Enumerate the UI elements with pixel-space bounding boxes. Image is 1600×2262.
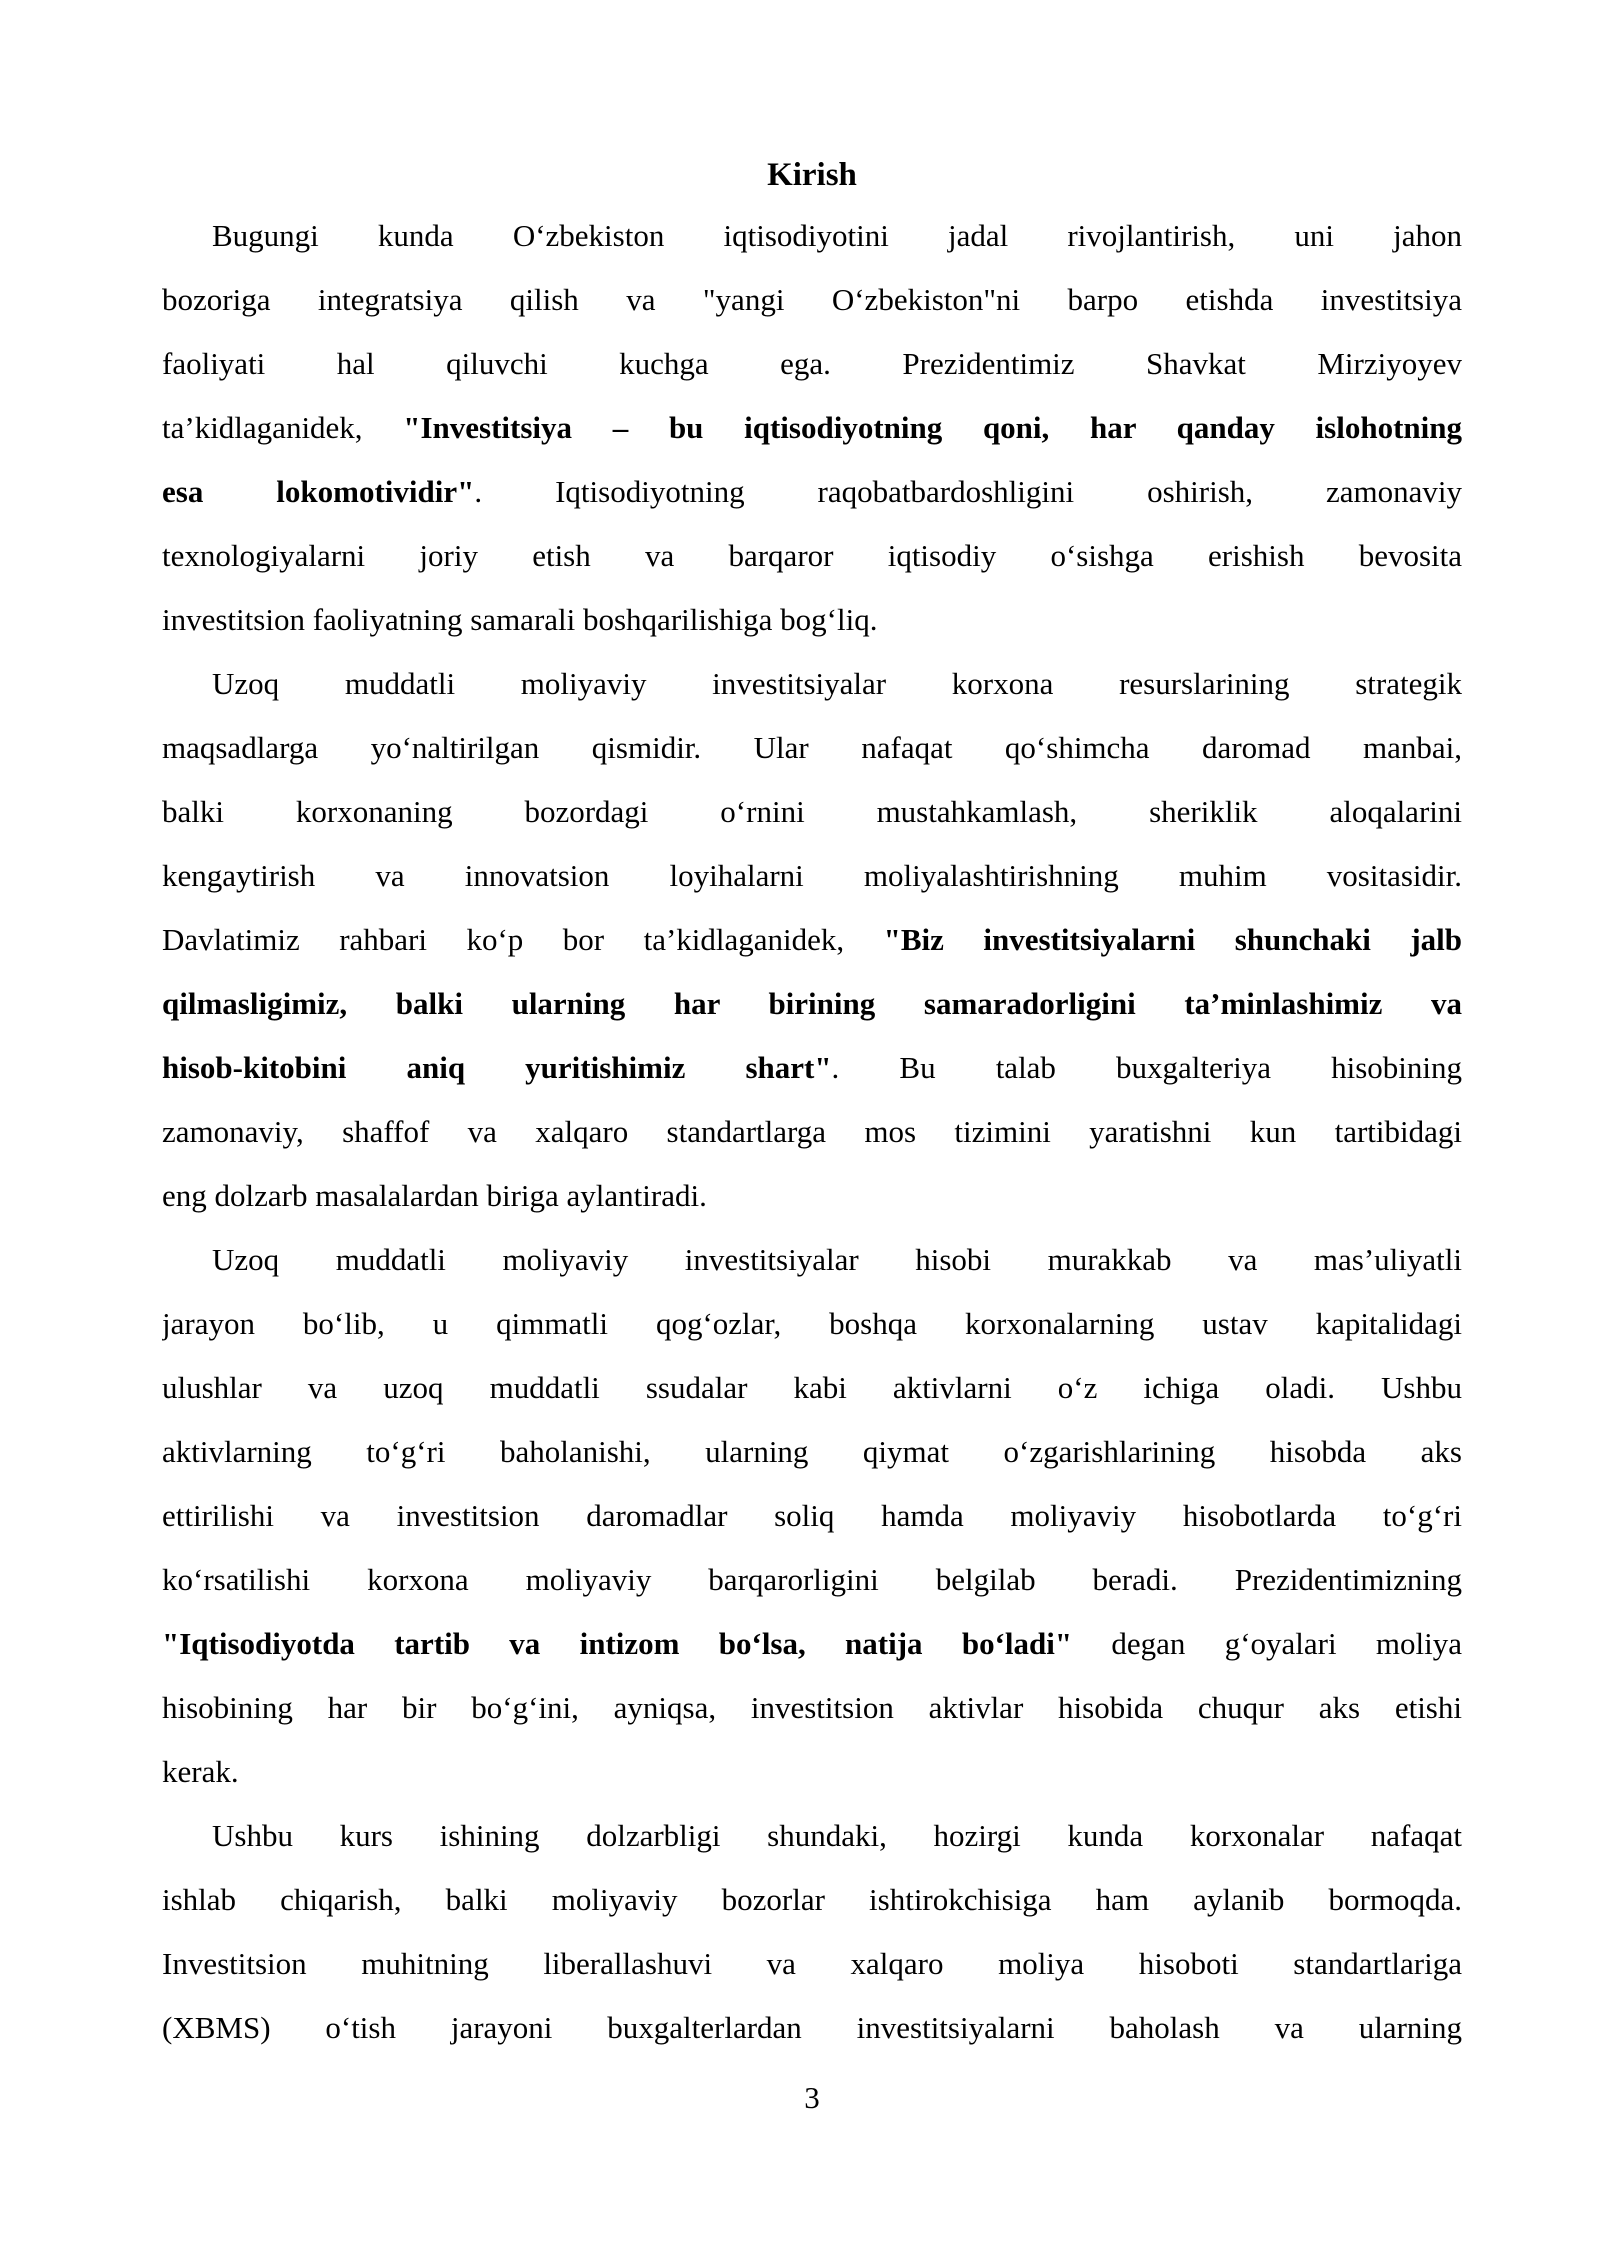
text-line	[162, 652, 1462, 716]
text-segment: degan gʻoyalari moliya	[1072, 1626, 1462, 1661]
text-segment: . Bu talab buxgalteriya hisobining	[831, 1050, 1462, 1085]
text-segment: Bugungi kunda Oʻzbekiston iqtisodiyotini jadal rivojlantirish, uni jahon	[212, 218, 1462, 253]
text-line	[162, 524, 1462, 588]
text-line	[162, 1740, 1462, 1804]
text-line	[162, 780, 1462, 844]
text-segment: faoliyati hal qiluvchi kuchga ega. Prezidentimiz Shavkat Mirziyoyev	[162, 346, 1462, 381]
text-line	[162, 1036, 1462, 1100]
text-segment: Ushbu kurs ishining dolzarbligi shundaki, hozirgi kunda korxonalar nafaqat	[212, 1818, 1462, 1853]
text-line	[162, 332, 1462, 396]
bold-text-segment: esa lokomotividir"	[162, 474, 475, 509]
text-segment: aktivlarning toʻgʻri baholanishi, ularning qiymat oʻzgarishlarining hisobda aks	[162, 1434, 1462, 1469]
text-segment: kerak.	[162, 1754, 239, 1789]
text-line	[162, 1996, 1462, 2060]
page-content	[162, 146, 1462, 2060]
text-line	[162, 1164, 1462, 1228]
text-segment: (XBMS) oʻtish jarayoni buxgalterlardan investitsiyalarni baholash va ularning	[162, 2010, 1462, 2045]
text-segment: texnologiyalarni joriy etish va barqaror iqtisodiy oʻsishga erishish bevosita	[162, 538, 1462, 573]
bold-text-segment: "Iqtisodiyotda tartib va intizom boʻlsa, natija boʻladi"	[162, 1626, 1073, 1661]
text-segment: kengaytirish va innovatsion loyihalarni moliyalashtirishning muhim vositasidir.	[162, 858, 1462, 893]
page-title: Kirish	[767, 157, 857, 193]
text-segment: koʻrsatilishi korxona moliyaviy barqarorligini belgilab beradi. Prezidentimizning	[162, 1562, 1462, 1597]
text-segment: eng dolzarb masalalardan biriga aylantiradi.	[162, 1178, 707, 1213]
bold-text-segment: "Biz investitsiyalarni shunchaki jalb	[883, 922, 1462, 957]
body-text	[162, 204, 1462, 2060]
text-line	[162, 844, 1462, 908]
text-segment: Uzoq muddatli moliyaviy investitsiyalar hisobi murakkab va mas’uliyatli	[212, 1242, 1462, 1277]
text-segment: Investitsion muhitning liberallashuvi va xalqaro moliya hisoboti standartlariga	[162, 1946, 1462, 1981]
text-line	[162, 204, 1462, 268]
text-line	[162, 1292, 1462, 1356]
text-line	[162, 1932, 1462, 1996]
text-line	[162, 268, 1462, 332]
bold-text-segment: hisob-kitobini aniq yuritishimiz shart"	[162, 1050, 832, 1085]
text-segment: Davlatimiz rahbari koʻp bor ta’kidlaganidek,	[162, 922, 884, 957]
text-segment: jarayon boʻlib, u qimmatli qogʻozlar, boshqa korxonalarning ustav kapitalidagi	[162, 1306, 1462, 1341]
text-segment: zamonaviy, shaffof va xalqaro standartlarga mos tizimini yaratishni kun tartibidagi	[162, 1114, 1462, 1149]
text-segment: bozoriga integratsiya qilish va "yangi Oʻzbekiston"ni barpo etishda investitsiya	[162, 282, 1462, 317]
text-line	[162, 1420, 1462, 1484]
bold-text-segment: qilmasligimiz, balki ularning har birining samaradorligini ta’minlashimiz va	[162, 986, 1462, 1021]
text-line	[162, 1676, 1462, 1740]
text-segment: hisobining har bir boʻgʻini, ayniqsa, investitsion aktivlar hisobida chuqur aks etishi	[162, 1690, 1462, 1725]
bold-text-segment: "Investitsiya – bu iqtisodiyotning qoni, har qanday islohotning	[403, 410, 1462, 445]
text-segment: maqsadlarga yoʻnaltirilgan qismidir. Ular nafaqat qoʻshimcha daromad manbai,	[162, 730, 1462, 765]
page-number: 3	[804, 2080, 820, 2115]
text-segment: Uzoq muddatli moliyaviy investitsiyalar korxona resurslarining strategik	[212, 666, 1462, 701]
text-line	[162, 716, 1462, 780]
text-line	[162, 1484, 1462, 1548]
text-line	[162, 1804, 1462, 1868]
text-line	[162, 1548, 1462, 1612]
text-segment: ta’kidlaganidek,	[162, 410, 404, 445]
text-segment: ishlab chiqarish, balki moliyaviy bozorlar ishtirokchisiga ham aylanib bormoqda.	[162, 1882, 1462, 1917]
text-segment: balki korxonaning bozordagi oʻrnini mustahkamlash, sheriklik aloqalarini	[162, 794, 1462, 829]
text-segment: investitsion faoliyatning samarali boshqarilishiga bogʻliq.	[162, 602, 878, 637]
text-line	[162, 972, 1462, 1036]
text-segment: ulushlar va uzoq muddatli ssudalar kabi aktivlarni oʻz ichiga oladi. Ushbu	[162, 1370, 1462, 1405]
text-segment: ettirilishi va investitsion daromadlar soliq hamda moliyaviy hisobotlarda toʻgʻri	[162, 1498, 1462, 1533]
text-line	[162, 460, 1462, 524]
text-segment: . Iqtisodiyotning raqobatbardoshligini oshirish, zamonaviy	[474, 474, 1462, 509]
text-line	[162, 1612, 1462, 1676]
text-line	[162, 1868, 1462, 1932]
text-line	[162, 908, 1462, 972]
text-line	[162, 588, 1462, 652]
text-line	[162, 1356, 1462, 1420]
text-line	[162, 1228, 1462, 1292]
text-line	[162, 396, 1462, 460]
text-line	[162, 1100, 1462, 1164]
